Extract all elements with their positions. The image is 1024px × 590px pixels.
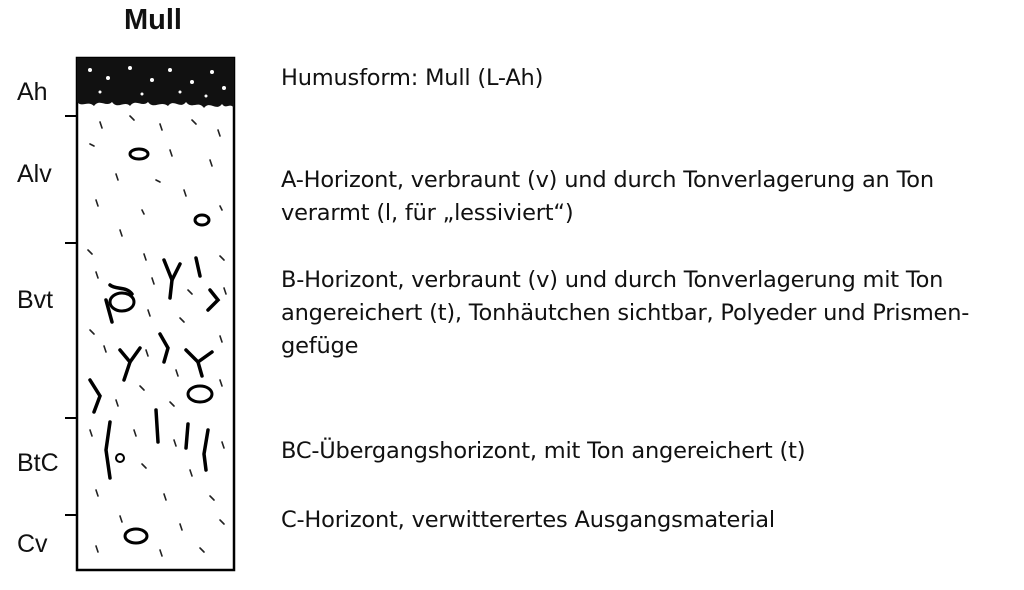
description-cv xyxy=(281,504,775,537)
profile-column xyxy=(77,58,234,570)
description-line: gefüge xyxy=(281,333,359,359)
description-ah xyxy=(281,62,543,95)
description-btc xyxy=(281,435,805,468)
horizon-label-bvt: Bvt xyxy=(17,286,54,314)
horizon-label-cv: Cv xyxy=(17,530,48,558)
horizon-label-alv: Alv xyxy=(17,160,52,188)
horizon-boundary-ticks xyxy=(65,116,77,515)
description-line: angereichert (t), Tonhäutchen sichtbar, Polyeder und Prismen- xyxy=(281,300,970,326)
description-line: BC-Übergangshorizont, mit Ton angereichert (t) xyxy=(281,438,806,464)
description-line: B-Horizont, verbraunt (v) und durch Tonverlagerung mit Ton xyxy=(281,267,944,293)
humus-layer xyxy=(77,58,234,108)
description-alv xyxy=(281,164,934,230)
horizon-label-ah: Ah xyxy=(17,78,48,106)
description-line: C-Horizont, verwitterertes Ausgangsmaterial xyxy=(281,507,775,533)
description-bvt xyxy=(281,264,969,363)
profile-title: Mull xyxy=(124,4,182,36)
description-line: Humusform: Mull (L-Ah) xyxy=(281,65,544,91)
description-line: A-Horizont, verbraunt (v) und durch Tonverlagerung an Ton xyxy=(281,167,934,193)
soil-profile-drawing xyxy=(60,50,250,580)
description-line: verarmt (l, für „lessiviert“) xyxy=(281,200,574,226)
horizon-label-btc: BtC xyxy=(17,449,59,477)
